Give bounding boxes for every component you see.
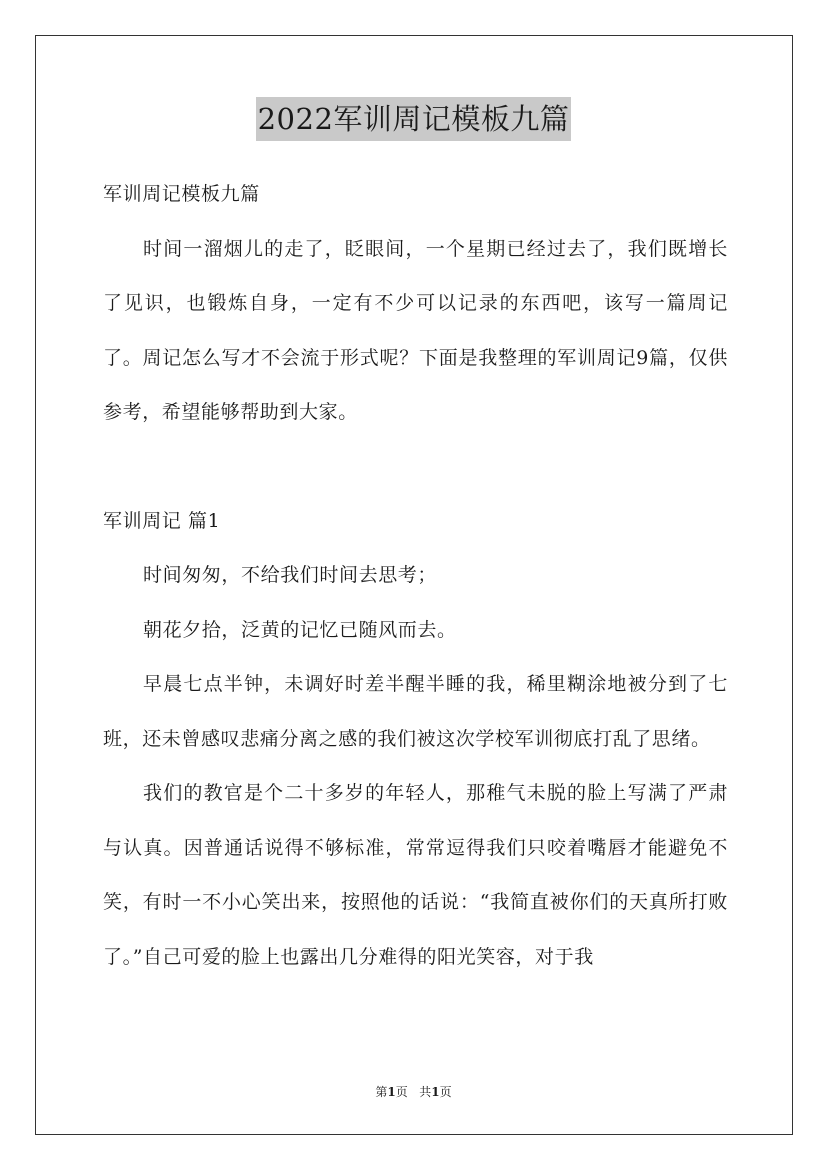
page-prefix: 第 (375, 1085, 388, 1099)
document-subtitle: 军训周记模板九篇 (103, 183, 260, 205)
intro-paragraph: 时间一溜烟儿的走了，眨眼间，一个星期已经过去了，我们既增长了见识，也锻炼自身，一定有不少可以记录的东西吧，该写一篇周记了。周记怎么写才不会流于形式呢？下面是我整理的军训周记9篇，仅供参考，希望能够帮助到大家。 (103, 237, 728, 423)
body-paragraph: 我们的教官是个二十多岁的年轻人，那稚气未脱的脸上写满了严肃与认真。因普通话说得不够标准，常常逗得我们只咬着嘴唇才能避免不笑，有时一不小心笑出来，按照他的话说：“我简直被你们的天真所打败了。”自己可爱的脸上也露出几分难得的阳光笑容，对于我 (103, 782, 728, 968)
section-heading: 军训周记 篇1 (103, 509, 221, 532)
document-title: 2022军训周记模板九篇 (256, 97, 572, 141)
body-paragraph: 朝花夕拾，泛黄的记忆已随风而去。 (143, 618, 457, 641)
page-footer (0, 1083, 827, 1100)
body-paragraph: 早晨七点半钟，未调好时差半醒半睡的我，稀里糊涂地被分到了七班，还未曾感叹悲痛分离之感的我们被这次学校军训彻底打乱了思绪。 (103, 673, 728, 750)
total-pages: 1 (431, 1085, 440, 1099)
title-container (0, 97, 827, 141)
body-paragraph: 时间匆匆，不给我们时间去思考； (143, 564, 438, 586)
page-number: 1 (387, 1085, 396, 1099)
total-suffix: 页 (439, 1085, 452, 1099)
page-suffix: 页 (395, 1085, 408, 1099)
document-body (103, 167, 728, 984)
total-prefix: 共 (419, 1085, 432, 1099)
paragraph-gap (103, 440, 728, 494)
